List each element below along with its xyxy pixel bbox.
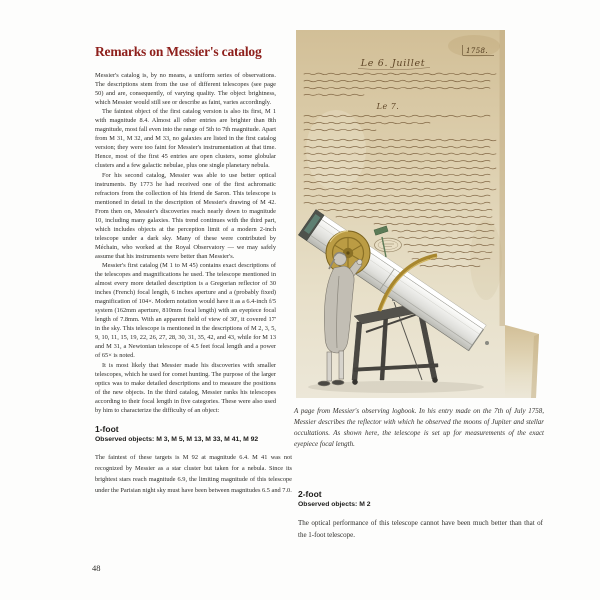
entry-heading-july6: Le 6. Juillet (360, 58, 426, 69)
section-body-2foot: The optical performance of this telescope cannot have been much better than that of the 1-foot telescope. (298, 519, 543, 539)
observed-objects-2foot: Observed objects: M 2 (298, 501, 371, 508)
section-heading-1foot: 1-foot (95, 423, 119, 434)
section-heading-2foot: 2-foot (298, 489, 322, 499)
paragraph-1: Messier's catalog is, by no means, a uniform series of observations. The descriptions stem from the use of different telescopes (see page 50) and are, consequently, of varying quality. The object brightness, which Messier would still see or describe as faint, varies accordingly. (95, 72, 276, 107)
paragraph-3: For his second catalog, Messier was able to use better optical instruments. By 1773 he had received one of the first achromatic refractors from the collection of his friend de Saron. This telescope is mentioned in detail in the description of Messier's drawing of M 42. From then on, Messier's discoveries reach nearly down to magnitude 10, including many galaxies. This trend continues with the third part, which includes objects at the perception limit of a modern 2-inch telescope under a dark sky. Many of these were contributed by Méchain, who worked at the Royal Observatory — we may safely assume that his instruments were better than Messier's. (95, 171, 276, 260)
logbook-figure (296, 30, 545, 398)
figure-caption: A page from Messier's observing logbook. In his entry made on the 7th of July 1758, Messier describes the reflector with which he observed the moons of Jupiter and stellar occultations. As shown here, the telescope is set up for measurements of the exact eyepiece focal length. (294, 407, 544, 448)
article-column (95, 44, 292, 496)
paragraph-2: The faintest object of the first catalog version is also its first, M 1 with magnitude 8.4. Almost all other entries are brighter than 8th magnitude, most fall even into the range of 5th to 7th magnitude. Apart from M 31, M 32, and M 33, no galaxies are listed in the first catalog version; they were too faint for Messier's instrumentation at that time. Hence, most of the first 45 entries are open clusters, some globular clusters and a few galactic nebulae, plus one single planetary nebula. (95, 108, 276, 170)
tube-end-knob (485, 341, 489, 345)
paragraph-5: It is most likely that Messier made his discoveries with smaller telescopes, which he used for comet hunting. The purpose of the larger optics was to make detailed descriptions and to measure the positions of the new objects. In the third catalog, Messier ranks his telescopes according to their focal length in five categories. These were also used by him to characterize the difficulty of an object: (95, 361, 276, 414)
section-body-1foot: The faintest of these targets is M 92 at magnitude 6.4. M 41 was not recognized by Messier as a star cluster but taken for a nebula. Since its brightest stars reach magnitude 6.9, the limiting magnitude of this telescope under the Parisian night sky must have been between magnitudes 6.5 and 7.0. (95, 453, 292, 494)
page-number: 48 (92, 563, 101, 573)
year-label: 1758. (466, 47, 489, 55)
section-2-foot (298, 489, 543, 541)
entry-heading-july7: Le 7. (376, 102, 400, 111)
section-1-foot (95, 423, 292, 497)
paragraph-4: Messier's first catalog (M 1 to M 45) contains exact descriptions of the telescopes and magnifications he used. The telescope mentioned in almost every more detailed description is a Gregorian reflector of 30 inches (French) focal length, 6 inches aperture and a (probably fixed) magnification of 104×. Modern notation would have it as a 6.4-inch f/5 system (162mm aperture, 810mm focal length) with an eyepiece focal length of 7.8mm. With an apparent field of view of 30', it covered 17' in the sky. This telescope is mentioned in the descriptions of M 2, 3, 5, 9, 10, 11, 15, 19, 22, 26, 27, 28, 30, 31, 35, 42, and 43, while for M 13 and M 31, a Newtonian telescope of 4.5 feet focal length and a power of 65× is noted. (95, 261, 276, 360)
page-title: Remarks on Messier's catalog (95, 44, 262, 59)
observed-objects-1foot: Observed objects: M 3, M 5, M 13, M 33, M 41, M 92 (95, 435, 259, 443)
observatory-stamp-icon (375, 238, 402, 252)
